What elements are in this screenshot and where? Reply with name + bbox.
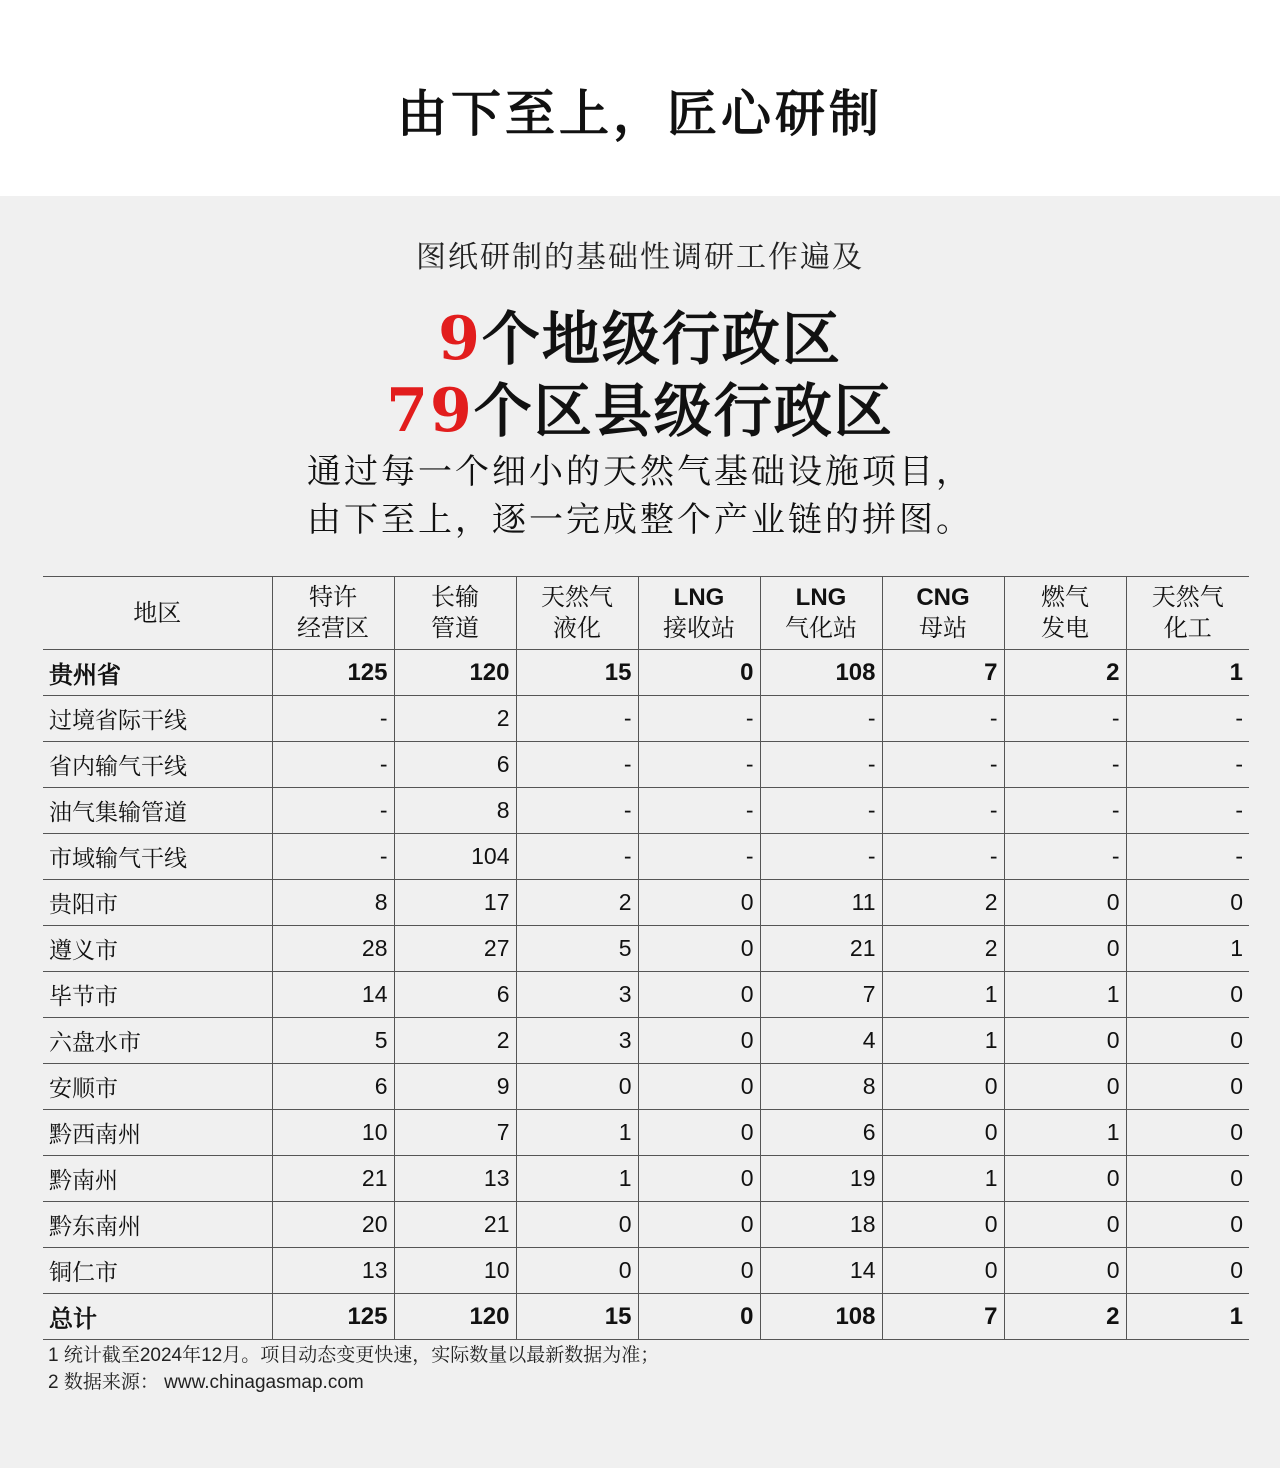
table-row (43, 1156, 1249, 1202)
table-cell: 14 (272, 972, 394, 1018)
table-row (43, 834, 1249, 880)
region-name: 省内输气干线 (43, 742, 272, 788)
table-cell: - (1126, 696, 1249, 742)
table-cell: - (1004, 834, 1126, 880)
column-header-line-1: 天然气 (1151, 584, 1224, 611)
column-header-line-2: 气化站 (785, 615, 857, 642)
intro-text: 图纸研制的基础性调研工作遍及 (416, 240, 864, 275)
column-header-line-1: 特许 (309, 584, 357, 611)
column-header-line-1: LNG (673, 584, 725, 611)
footnote-1: 1 统计截至2024年12月。项目动态变更快速，实际数量以最新数据为准； (48, 1345, 660, 1366)
table-cell: 1 (1004, 1110, 1126, 1156)
table-cell: 125 (272, 1294, 394, 1340)
table-header-row (43, 577, 1249, 650)
table-cell: - (516, 742, 638, 788)
table-cell: - (272, 742, 394, 788)
table-cell: 125 (272, 650, 394, 696)
title-banner (0, 0, 1280, 196)
infrastructure-table (43, 576, 1249, 1340)
table-cell: 2 (394, 1018, 516, 1064)
column-header (760, 577, 882, 650)
column-header (1126, 577, 1249, 650)
table-cell: 2 (394, 696, 516, 742)
region-name: 贵州省 (43, 650, 272, 696)
table-cell: 0 (1126, 1156, 1249, 1202)
table-cell: 2 (516, 880, 638, 926)
table-row (43, 696, 1249, 742)
table-cell: 0 (638, 1202, 760, 1248)
table-cell: 20 (272, 1202, 394, 1248)
table-cell: 0 (1126, 880, 1249, 926)
table-cell: 6 (272, 1064, 394, 1110)
table-cell: - (272, 788, 394, 834)
column-header-line-1: 燃气 (1041, 584, 1089, 611)
table-cell: 0 (638, 1156, 760, 1202)
table-cell: 0 (516, 1248, 638, 1294)
table-cell: 0 (638, 1294, 760, 1340)
table-cell: 2 (882, 880, 1004, 926)
table-cell: 0 (638, 1064, 760, 1110)
column-header (638, 577, 760, 650)
table-cell: 15 (516, 1294, 638, 1340)
column-header-line-2: 液化 (553, 615, 601, 642)
table-cell: 0 (638, 1018, 760, 1064)
column-header-line-2: 化工 (1163, 615, 1212, 642)
table-cell: 0 (516, 1202, 638, 1248)
region-name: 市域输气干线 (43, 834, 272, 880)
table-cell: 0 (1004, 880, 1126, 926)
table-cell: - (1004, 696, 1126, 742)
table-cell: 0 (1004, 1202, 1126, 1248)
region-name: 总计 (43, 1294, 272, 1340)
table-cell: - (1126, 834, 1249, 880)
table-row (43, 926, 1249, 972)
footnotes (48, 1342, 659, 1396)
table-cell: 0 (1004, 1248, 1126, 1294)
table-cell: 27 (394, 926, 516, 972)
table-cell: 13 (394, 1156, 516, 1202)
table-cell: 8 (394, 788, 516, 834)
table-cell: 14 (760, 1248, 882, 1294)
table-row (43, 650, 1249, 696)
region-name: 六盘水市 (43, 1018, 272, 1064)
table-cell: 1 (1126, 1294, 1249, 1340)
table-cell: 7 (394, 1110, 516, 1156)
table-cell: 2 (1004, 1294, 1126, 1340)
table-cell: - (638, 788, 760, 834)
table-row (43, 1248, 1249, 1294)
table-cell: - (760, 788, 882, 834)
region-name: 过境省际干线 (43, 696, 272, 742)
table-cell: 6 (760, 1110, 882, 1156)
column-header-line-2: 经营区 (297, 615, 369, 642)
headline-county-label: 个区县级行政区 (473, 377, 894, 445)
table-cell: 10 (394, 1248, 516, 1294)
table-cell: 3 (516, 972, 638, 1018)
column-header-line-2: 接收站 (663, 615, 735, 642)
column-header-line-2: 管道 (431, 615, 479, 642)
table-cell: 4 (760, 1018, 882, 1064)
table-cell: 0 (1004, 1156, 1126, 1202)
table-cell: - (882, 788, 1004, 834)
table-cell: - (1126, 742, 1249, 788)
region-name: 油气集输管道 (43, 788, 272, 834)
table-cell: 7 (882, 1294, 1004, 1340)
table-cell: 1 (1126, 650, 1249, 696)
table-cell: 21 (394, 1202, 516, 1248)
page-title: 由下至上，匠心研制 (397, 85, 883, 143)
column-header-line-1: 地区 (133, 599, 182, 627)
column-header-line-1: 长输 (431, 584, 479, 611)
headline-county-count: 79 (386, 376, 474, 446)
table-body (43, 650, 1249, 1340)
table-cell: 15 (516, 650, 638, 696)
table-cell: 0 (1004, 1018, 1126, 1064)
table-cell: 1 (1126, 926, 1249, 972)
table-cell: 2 (882, 926, 1004, 972)
table-cell: 0 (1004, 926, 1126, 972)
table-cell: 108 (760, 650, 882, 696)
table-row (43, 742, 1249, 788)
table-cell: 0 (1126, 1018, 1249, 1064)
headline-prefecture-count: 9 (438, 304, 482, 374)
table-cell: 17 (394, 880, 516, 926)
column-header (272, 577, 394, 650)
table-cell: 5 (272, 1018, 394, 1064)
table-cell: 0 (1126, 1248, 1249, 1294)
table-cell: 19 (760, 1156, 882, 1202)
column-header (394, 577, 516, 650)
region-name: 贵阳市 (43, 880, 272, 926)
table-cell: 0 (638, 1248, 760, 1294)
table-cell: 0 (638, 926, 760, 972)
table-cell: 3 (516, 1018, 638, 1064)
table-row (43, 788, 1249, 834)
region-name: 黔南州 (43, 1156, 272, 1202)
table-cell: 0 (516, 1064, 638, 1110)
table-cell: 21 (760, 926, 882, 972)
table-cell: 8 (760, 1064, 882, 1110)
headline-prefecture-label: 个地级行政区 (481, 305, 842, 373)
table-cell: 9 (394, 1064, 516, 1110)
table-row (43, 880, 1249, 926)
headline-county (0, 364, 1280, 448)
table-cell: - (882, 696, 1004, 742)
region-name: 黔西南州 (43, 1110, 272, 1156)
table-cell: 0 (638, 880, 760, 926)
table-row (43, 1018, 1249, 1064)
table-cell: - (882, 834, 1004, 880)
region-name: 铜仁市 (43, 1248, 272, 1294)
column-header-line-1: LNG (795, 584, 847, 611)
table-cell: 1 (882, 972, 1004, 1018)
table-cell: 0 (1126, 1202, 1249, 1248)
table-cell: 0 (1126, 1064, 1249, 1110)
table-cell: 1 (882, 1018, 1004, 1064)
table-cell: 0 (882, 1248, 1004, 1294)
description-line-1: 通过每一个细小的天然气基础设施项目， (307, 452, 973, 492)
table-cell: - (1004, 788, 1126, 834)
column-header (516, 577, 638, 650)
table-cell: 1 (882, 1156, 1004, 1202)
table-row (43, 1294, 1249, 1340)
table-cell: 13 (272, 1248, 394, 1294)
table-cell: 120 (394, 650, 516, 696)
column-header-line-1: CNG (916, 584, 970, 611)
table-cell: 2 (1004, 650, 1126, 696)
table-cell: 0 (882, 1110, 1004, 1156)
table-cell: 104 (394, 834, 516, 880)
table-cell: 6 (394, 972, 516, 1018)
table-cell: - (638, 742, 760, 788)
main-panel (0, 196, 1280, 1468)
table-cell: - (760, 742, 882, 788)
table-cell: - (760, 834, 882, 880)
table-cell: - (516, 834, 638, 880)
table-cell: 0 (638, 1110, 760, 1156)
table-cell: 0 (882, 1064, 1004, 1110)
table-cell: 108 (760, 1294, 882, 1340)
table-row (43, 1202, 1249, 1248)
table-cell: - (760, 696, 882, 742)
table-cell: 21 (272, 1156, 394, 1202)
table-cell: - (882, 742, 1004, 788)
table-cell: 18 (760, 1202, 882, 1248)
table-cell: 5 (516, 926, 638, 972)
table-cell: - (1126, 788, 1249, 834)
table-cell: 1 (1004, 972, 1126, 1018)
table-cell: - (272, 696, 394, 742)
table-cell: - (516, 788, 638, 834)
table-cell: 8 (272, 880, 394, 926)
table-cell: - (638, 696, 760, 742)
region-name: 毕节市 (43, 972, 272, 1018)
table-cell: 7 (760, 972, 882, 1018)
table-cell: 1 (516, 1110, 638, 1156)
table-cell: 7 (882, 650, 1004, 696)
table-cell: 0 (1126, 1110, 1249, 1156)
table-cell: - (272, 834, 394, 880)
table-cell: 0 (638, 650, 760, 696)
table-cell: 6 (394, 742, 516, 788)
table-cell: 28 (272, 926, 394, 972)
table-cell: 0 (882, 1202, 1004, 1248)
table-cell: 0 (638, 972, 760, 1018)
column-header-line-2: 发电 (1041, 615, 1089, 642)
table-cell: - (638, 834, 760, 880)
region-name: 黔东南州 (43, 1202, 272, 1248)
footnote-2: 2 数据来源： www.chinagasmap.com (48, 1372, 364, 1393)
column-header (882, 577, 1004, 650)
region-name: 安顺市 (43, 1064, 272, 1110)
column-header (43, 577, 272, 650)
column-header-line-2: 母站 (919, 615, 967, 642)
table-row (43, 972, 1249, 1018)
table-row (43, 1110, 1249, 1156)
table-cell: 1 (516, 1156, 638, 1202)
table-cell: 120 (394, 1294, 516, 1340)
table-cell: - (1004, 742, 1126, 788)
table-row (43, 1064, 1249, 1110)
table-cell: 11 (760, 880, 882, 926)
table-cell: 10 (272, 1110, 394, 1156)
region-name: 遵义市 (43, 926, 272, 972)
column-header-line-1: 天然气 (541, 584, 613, 611)
table-cell: 0 (1126, 972, 1249, 1018)
column-header (1004, 577, 1126, 650)
table-cell: - (516, 696, 638, 742)
description-line-2: 由下至上，逐一完成整个产业链的拼图。 (307, 500, 973, 540)
table-cell: 0 (1004, 1064, 1126, 1110)
